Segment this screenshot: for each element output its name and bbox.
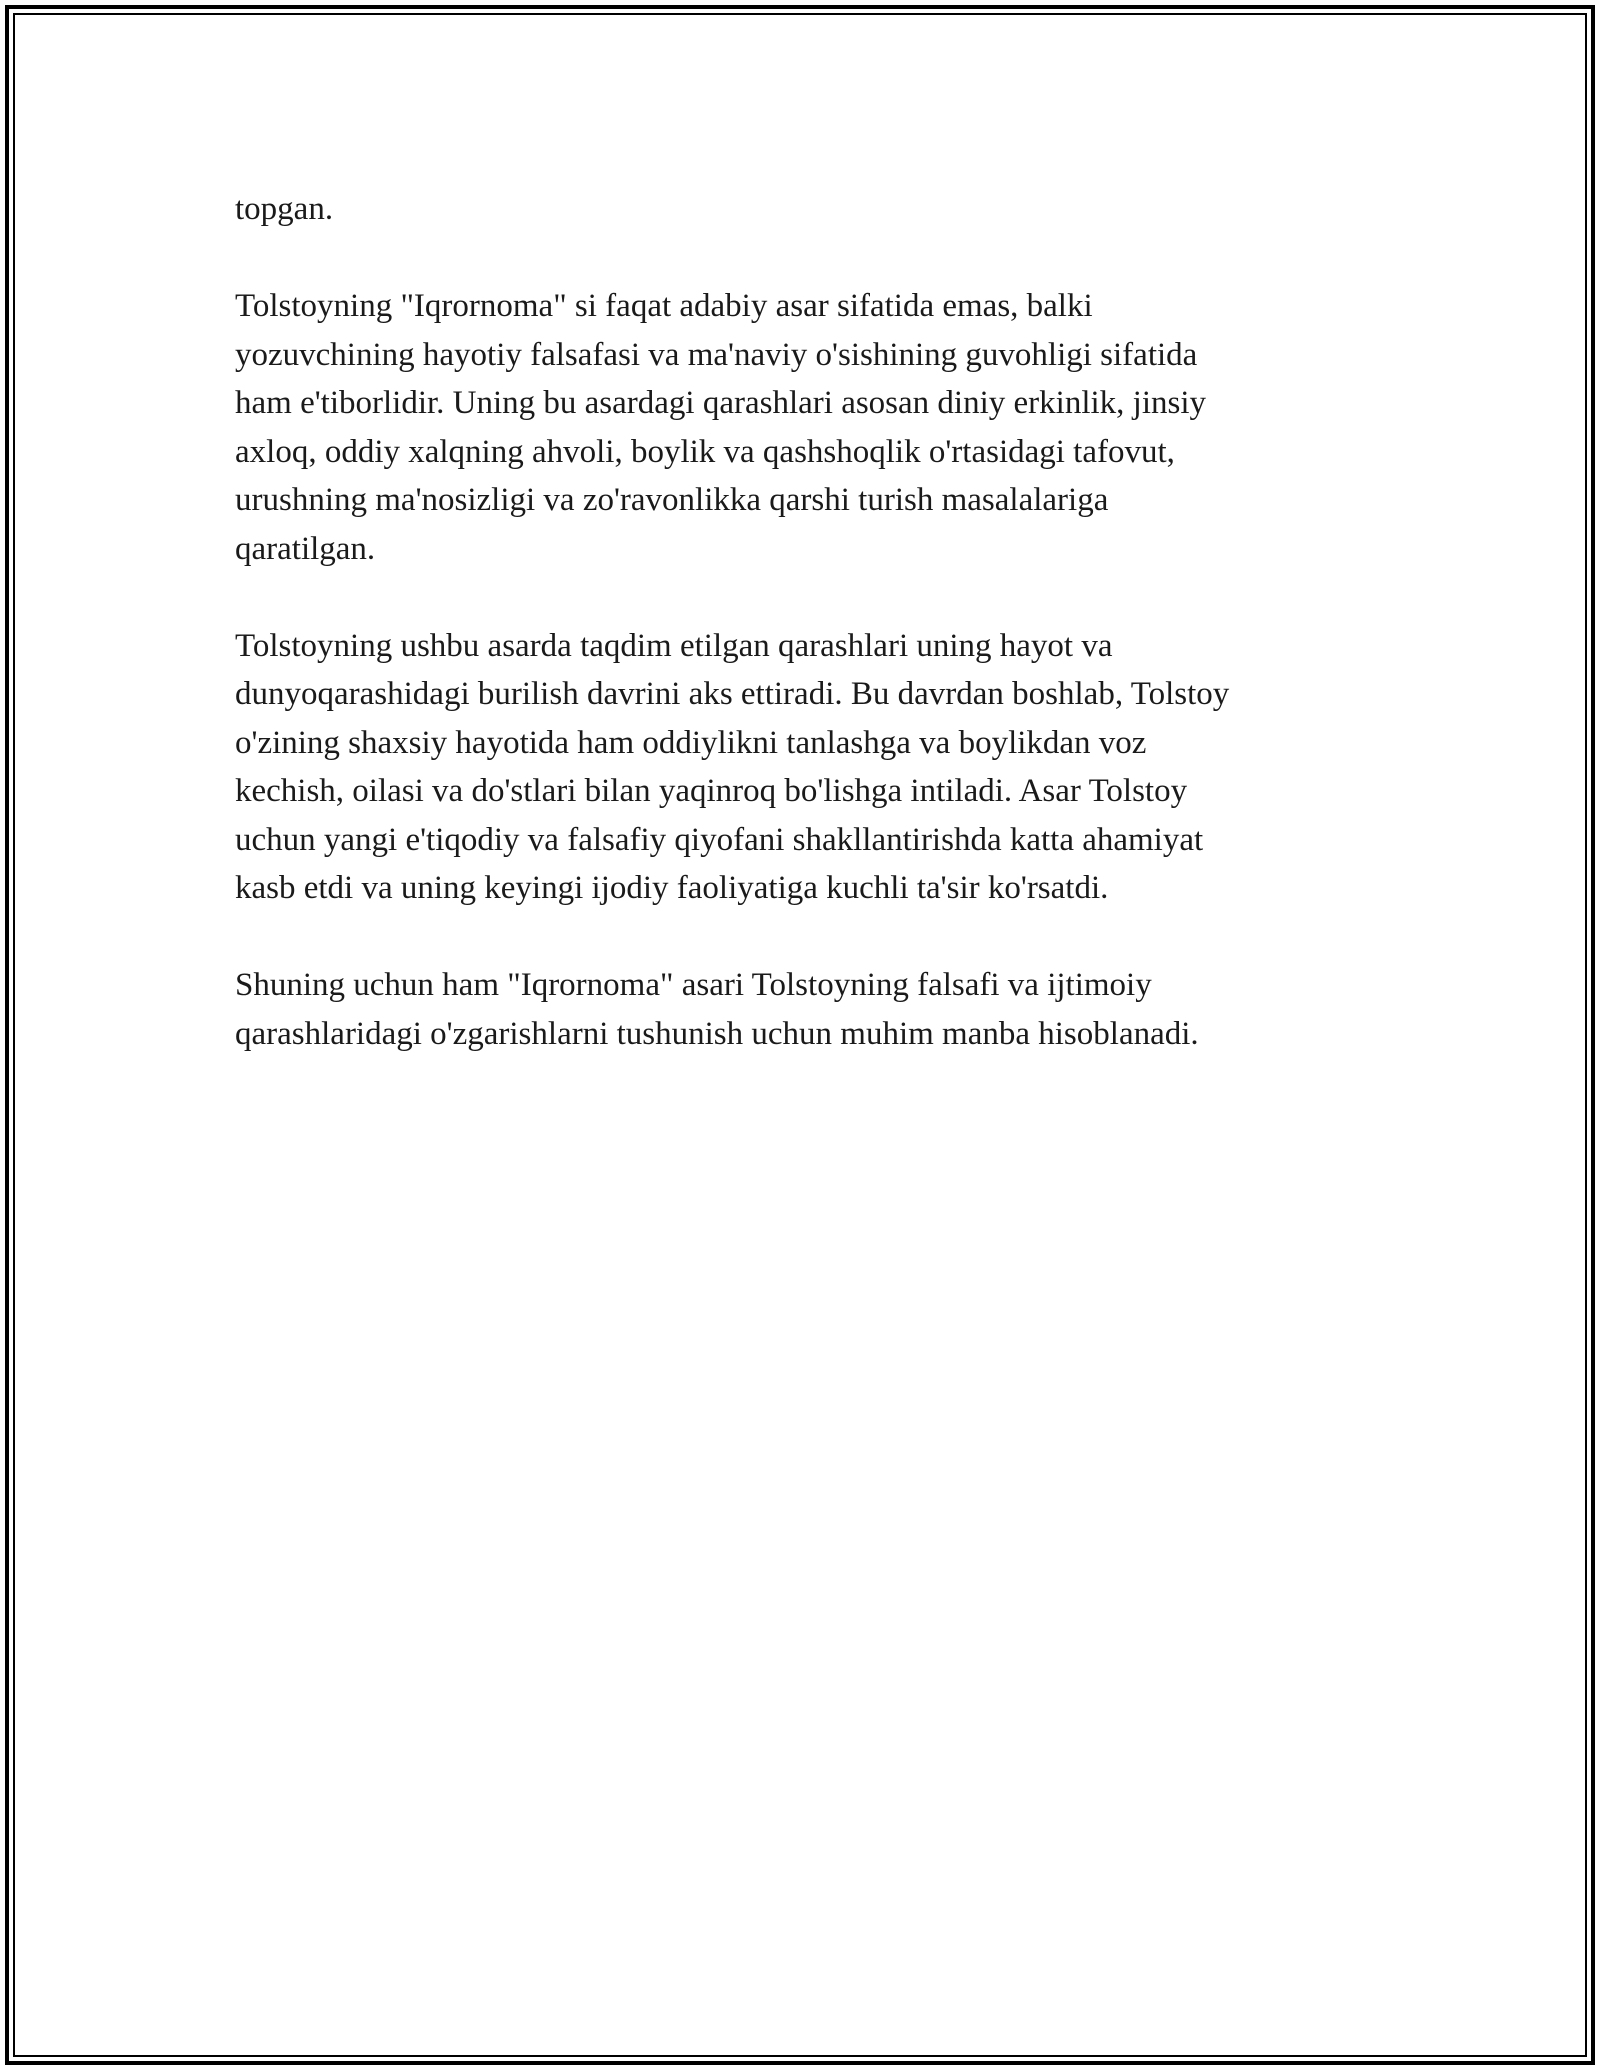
paragraph-iqrornoma-significance: Tolstoyning "Iqrornoma" si faqat adabiy asar sifatida emas, balki yozuvchining hayotiy falsafasi va ma'naviy o'sishining guvohligi sifatida ham e'tiborlidir. Uning bu asardagi qarashlari asosan diniy erkinlik, jinsiy axloq, oddiy xalqning ahvoli, boylik va qashshoqlik o'rtasidagi tafovut, urushning ma'nosizligi va zo'ravonlikka qarshi turish masalalariga qaratilgan.: [235, 288, 1207, 567]
paragraph-continuation: topgan.: [235, 191, 334, 227]
paragraph-turning-point: Tolstoyning ushbu asarda taqdim etilgan qarashlari uning hayot va dunyoqarashidagi burilish davrini aks ettiradi. Bu davrdan boshlab, Tolstoy o'zining shaxsiy hayotida ham oddiylikni tanlashga va boylikdan voz kechish, oilasi va do'stlari bilan yaqinroq bo'lishga intiladi. Asar Tolstoy uchun yangi e'tiqodiy va falsafiy qiyofani shakllantirishda katta ahamiyat kasb etdi va uning keyingi ijodiy faoliyatiga kuchli ta'sir ko'rsatdi.: [235, 627, 1230, 906]
paragraph-conclusion: Shuning uchun ham "Iqrornoma" asari Tolstoyning falsafi va ijtimoiy qarashlaridagi o'zgarishlarni tushunish uchun muhim manba hisoblanadi.: [235, 967, 1199, 1052]
document-body: [235, 185, 1365, 1058]
